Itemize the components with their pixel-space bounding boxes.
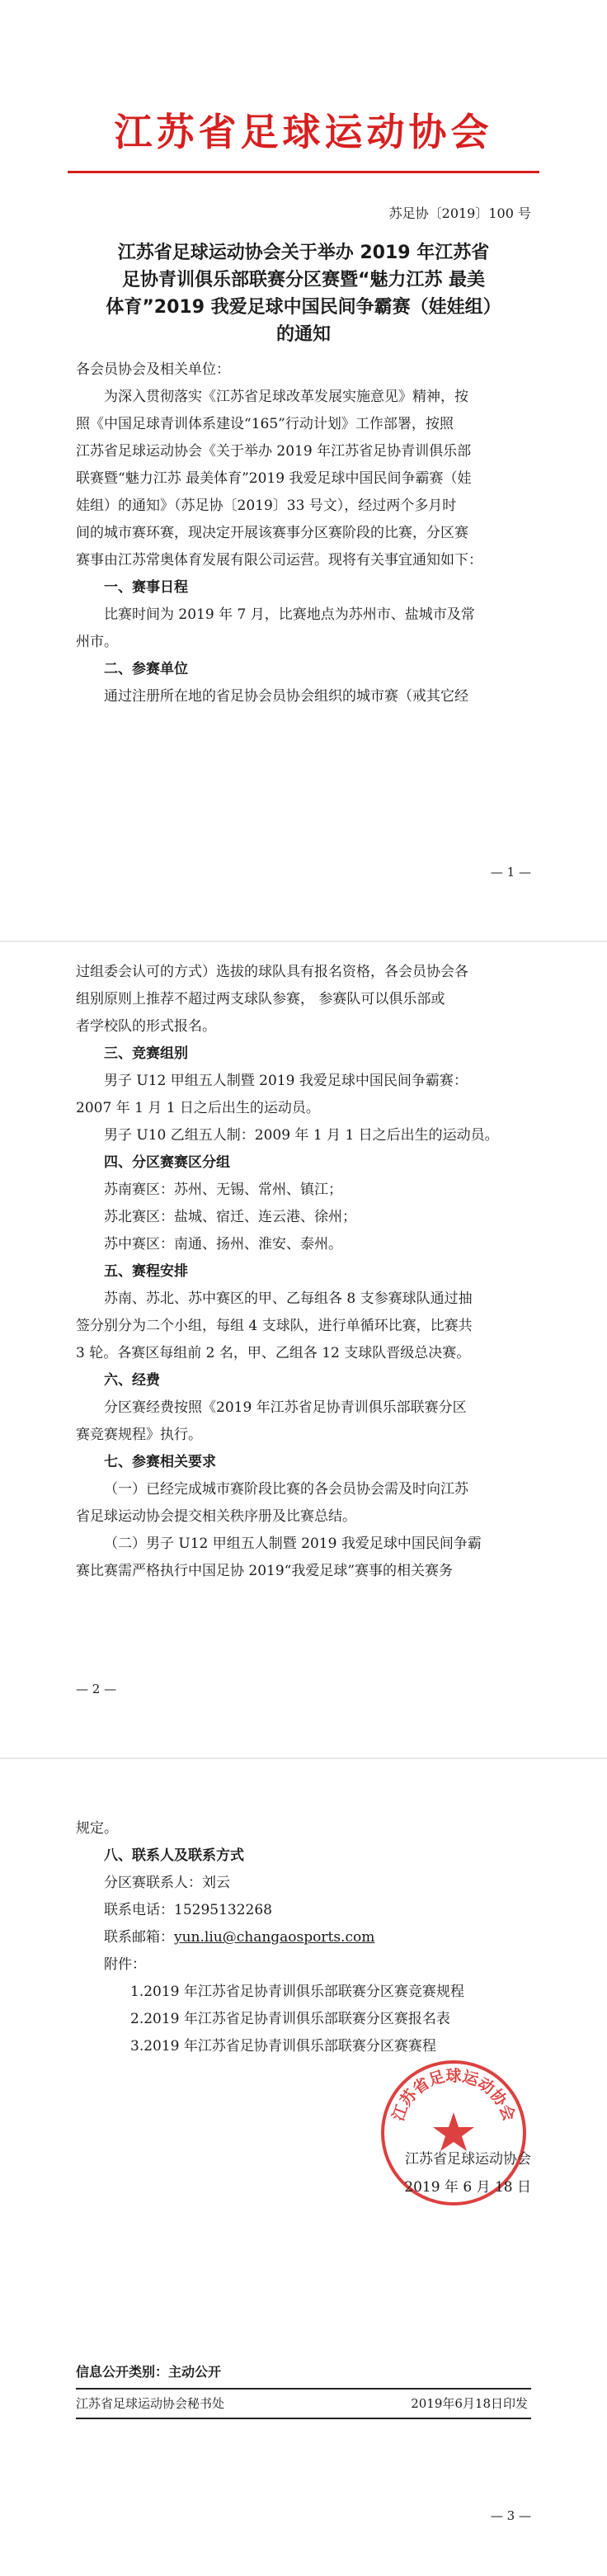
issue-date: 2019年6月18日印发 bbox=[411, 2396, 528, 2411]
intro-line: 娃组）的通知》（苏足协〔2019〕33 号文），经过两个多月时 bbox=[76, 498, 457, 514]
body-line: 签分别分为二个小组，每组 4 支球队，进行单循环比赛，比赛共 bbox=[76, 1318, 473, 1334]
contact-person: 分区赛联系人：刘云 bbox=[104, 1875, 230, 1891]
body-line: 过组委会认可的方式）选拔的球队具有报名资格，各会员协会各 bbox=[76, 964, 468, 980]
section-heading: 八、联系人及联系方式 bbox=[104, 1847, 244, 1864]
signing-date: 2019 年 6 月 18 日 bbox=[404, 2179, 531, 2196]
body-line: 组别原则上推荐不超过两支球队参赛， 参赛队可以俱乐部或 bbox=[76, 991, 445, 1007]
page-number: — 2 — bbox=[76, 1682, 117, 1696]
body-line: （二）男子 U12 甲组五人制暨 2019 我爱足球中国民间争霸 bbox=[104, 1536, 482, 1552]
issuing-office: 江苏省足球运动协会秘书处 bbox=[76, 2396, 225, 2411]
page-3-body bbox=[76, 1815, 531, 2060]
notice-title-line: 的通知 bbox=[275, 324, 331, 345]
body-line: 赛竞赛规程》执行。 bbox=[76, 1427, 202, 1443]
body-line: 州市。 bbox=[76, 634, 118, 650]
attachment-item: 1.2019 年江苏省足协青训俱乐部联赛分区赛竞赛规程 bbox=[130, 1984, 464, 2000]
page-1-body bbox=[76, 356, 531, 710]
page-2 bbox=[0, 942, 607, 1759]
body-line: 苏南、苏北、苏中赛区的甲、乙每组各 8 支参赛球队通过抽 bbox=[104, 1290, 473, 1307]
section-heading: 二、参赛单位 bbox=[104, 661, 188, 677]
attachment-item: 3.2019 年江苏省足协青训俱乐部联赛分区赛赛程 bbox=[130, 2038, 436, 2055]
body-line: 赛比赛需严格执行中国足协 2019“我爱足球”赛事的相关赛务 bbox=[76, 1563, 454, 1579]
page-2-body bbox=[76, 959, 531, 1585]
region-item: 苏中赛区：南通、扬州、淮安、泰州。 bbox=[104, 1236, 342, 1253]
seal-text: 江苏省足球运动协会 bbox=[388, 2067, 519, 2124]
body-line: 男子 U10 乙组五人制：2009 年 1 月 1 日之后出生的运动员。 bbox=[104, 1127, 499, 1144]
contact-phone: 联系电话：15295132268 bbox=[104, 1902, 272, 1918]
org-title: 江苏省足球运动协会 bbox=[114, 110, 493, 154]
notice-title-line: 江苏省足球运动协会关于举办 2019 年江苏省 bbox=[117, 243, 490, 263]
body-line: 分区赛经费按照《2019 年江苏省足协青训俱乐部联赛分区 bbox=[104, 1399, 467, 1416]
body-line: 者学校队的形式报名。 bbox=[76, 1018, 216, 1035]
intro-line: 联赛暨“魅力江苏 最美体育”2019 我爱足球中国民间争霸赛（娃 bbox=[76, 470, 472, 487]
intro-line: 间的城市赛环赛，现决定开展该赛事分区赛阶段的比赛，分区赛 bbox=[76, 525, 468, 541]
contact-email-line bbox=[76, 1924, 531, 1951]
signature-block bbox=[404, 2145, 531, 2201]
body-line: 3 轮。各赛区每组前 2 名，甲、乙组各 12 支球队晋级总决赛。 bbox=[76, 1345, 471, 1361]
body-line: 男子 U12 甲组五人制暨 2019 我爱足球中国民间争霸赛： bbox=[104, 1073, 468, 1089]
intro-line: 照《中国足球青训体系建设“165”行动计划》工作部署，按照 bbox=[76, 416, 454, 432]
salutation: 各会员协会及相关单位： bbox=[76, 361, 230, 378]
page-1 bbox=[0, 0, 607, 942]
body-line: （一）已经完成城市赛阶段比赛的各会员协会需及时向江苏 bbox=[104, 1481, 468, 1498]
section-heading: 七、参赛相关要求 bbox=[104, 1454, 216, 1470]
issuance-footer bbox=[76, 2388, 531, 2419]
email-label: 联系邮箱： bbox=[104, 1929, 174, 1946]
email-link[interactable]: yun.liu@changaosports.com bbox=[174, 1929, 375, 1946]
notice-title-line: 足协青训俱乐部联赛分区赛暨“魅力江苏 最美 bbox=[121, 270, 486, 290]
notice-title bbox=[76, 239, 531, 348]
section-heading: 一、赛事日程 bbox=[104, 579, 188, 596]
body-line: 省足球运动协会提交相关秩序册及比赛总结。 bbox=[76, 1508, 356, 1525]
page-number: — 3 — bbox=[490, 2508, 531, 2523]
body-line: 2007 年 1 月 1 日之后出生的运动员。 bbox=[76, 1100, 320, 1116]
intro-line: 江苏省足球运动协会《关于举办 2019 年江苏省足协青训俱乐部 bbox=[76, 443, 472, 460]
section-heading: 三、竞赛组别 bbox=[104, 1045, 188, 1062]
region-item: 苏北赛区：盐城、宿迁、连云港、徐州； bbox=[104, 1209, 356, 1225]
body-line: 比赛时间为 2019 年 7 月，比赛地点为苏州市、盐城市及常 bbox=[104, 606, 475, 623]
body-line: 通过注册所在地的省足协会员协会组织的城市赛（戒其它经 bbox=[104, 688, 468, 705]
section-heading: 六、经费 bbox=[104, 1372, 160, 1389]
red-rule bbox=[68, 171, 539, 173]
document-number: 苏足协〔2019〕100 号 bbox=[388, 205, 531, 221]
disclosure-category: 信息公开类别：主动公开 bbox=[76, 2364, 222, 2380]
section-heading: 五、赛程安排 bbox=[104, 1263, 188, 1280]
signing-organization: 江苏省足球运动协会 bbox=[405, 2151, 531, 2168]
attachments-label: 附件： bbox=[104, 1956, 146, 1973]
intro-line: 为深入贯彻落实《江苏省足球改革发展实施意见》精神，按 bbox=[104, 389, 468, 405]
attachment-item: 2.2019 年江苏省足协青训俱乐部联赛分区赛报名表 bbox=[130, 2011, 450, 2027]
body-line: 规定。 bbox=[76, 1820, 118, 1837]
page-number: — 1 — bbox=[490, 865, 531, 880]
notice-title-line: 体育”2019 我爱足球中国民间争霸赛（娃娃组） bbox=[106, 297, 501, 318]
intro-line: 赛事由江苏常奥体育发展有限公司运营。现将有关事宜通知如下： bbox=[76, 552, 482, 569]
region-item: 苏南赛区：苏州、无锡、常州、镇江； bbox=[104, 1182, 342, 1198]
section-heading: 四、分区赛赛区分组 bbox=[104, 1154, 230, 1171]
